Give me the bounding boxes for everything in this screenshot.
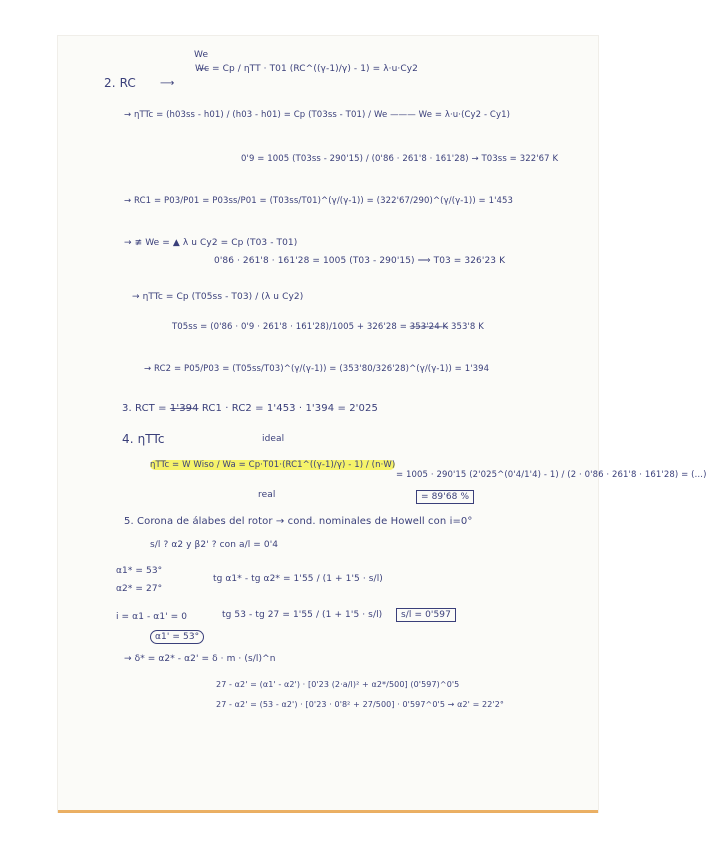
- eta-formula-highlight: ηTTc = W Wiso / Wa = Cp·T01·(RC1^((γ-1)/γ) - 1) / (n·W): [150, 460, 396, 470]
- t05ss-result: T05ss = (0'86 · 0'9 · 261'8 · 161'28)/1005 + 326'28 = 3̶5̶3̶'̶2̶4̶ ̶K̶ 353'8 K: [172, 322, 484, 332]
- section-3-line: 3. RCT = 1̶'̶3̶9̶4̶ RC1 · RC2 = 1'453 · 1'394 = 2'025: [122, 403, 378, 414]
- eta-ttc-stage2: → ηTTc = Cp (T05ss - T03) / (λ u Cy2): [132, 292, 304, 302]
- sl-result-box: s/l = 0'597: [396, 608, 456, 622]
- tg-equation-1: tg α1* - tg α2* = 1'55 / (1 + 1'5 · s/l): [213, 574, 383, 584]
- rc2-equation: → RC2 = P05/P03 = (T05ss/T03)^(γ/(γ-1)) = (353'80/326'28)^(γ/(γ-1)) = 1'394: [144, 364, 490, 374]
- section-4-heading: 4. ηTTc: [122, 432, 165, 446]
- deviation-step-2: 27 - α2' = (53 - α2') · [0'23 · 0'8² + 27/500] · 0'597^0'5 → α2' = 22'2°: [216, 700, 505, 709]
- we-strike: W̶c̶: [195, 64, 210, 74]
- paper-sheet: [58, 36, 598, 812]
- eta-ttc-definition: → ηTTc = (h03ss - h01) / (h03 - h01) = Cp (T03ss - T01) / We ——— We = λ·u·(Cy2 - Cy1): [124, 110, 511, 120]
- paper-edge: [58, 810, 598, 813]
- question-line: s/l ? α2 y β2' ? con a/l = 0'4: [150, 540, 279, 550]
- alpha1-prime: [150, 632, 204, 642]
- eta-ttc-formula: [150, 460, 395, 470]
- rc-arrow: ⟶: [160, 78, 175, 89]
- alpha1-star: α1* = 53°: [116, 566, 163, 576]
- section-5-heading: 5. Corona de álabes del rotor → cond. nominales de Howell con i=0°: [124, 516, 473, 527]
- alpha1-prime-box: α1' = 53°: [150, 630, 204, 644]
- we-balance: → ≢ We = ▲ λ u Cy2 = Cp (T03 - T01): [124, 238, 298, 248]
- eta-ttc-numeric: 0'9 = 1005 (T03ss - 290'15) / (0'86 · 261'8 · 161'28) → T03ss = 322'67 K: [241, 154, 559, 164]
- rc1-equation: → RC1 = P03/P01 = P03ss/P01 = (T03ss/T01)^(γ/(γ-1)) = (322'67/290)^(γ/(γ-1)) = 1'453: [124, 196, 514, 206]
- tg-equation-2: tg 53 - tg 27 = 1'55 / (1 + 1'5 · s/l): [222, 610, 383, 620]
- deviation-step-1: 27 - α2' = (α1' - α2') · [0'23 (2·a/l)² + α2*/500] (0'597)^0'5: [216, 680, 460, 689]
- eta-result-box: = 89'68 %: [416, 490, 474, 504]
- eta-ttc-numeric-4: = 1005 · 290'15 (2'025^(0'4/1'4) - 1) / (2 · 0'86 · 261'8 · 161'28) = (…): [396, 470, 707, 480]
- section-2-heading: 2. RC: [104, 76, 136, 90]
- real-label: real: [258, 490, 276, 500]
- alpha2-star: α2* = 27°: [116, 584, 163, 594]
- incidence-line: i = α1 - α1' = 0: [116, 612, 188, 622]
- sl-result: [396, 610, 456, 620]
- t03-result: 0'86 · 261'8 · 161'28 = 1005 (T03 - 290'15) ⟹ T03 = 326'23 K: [214, 256, 506, 266]
- eta-result: [416, 492, 474, 502]
- deviation-equation: → δ* = α2* - α2' = δ · m · (s/l)^n: [124, 654, 276, 664]
- we-label: We: [194, 50, 209, 60]
- ideal-label: ideal: [262, 434, 285, 444]
- rc-equation: = Cp / ηTT · T01 (RC^((γ-1)/γ) - 1) = λ·u·Cy2: [212, 64, 418, 74]
